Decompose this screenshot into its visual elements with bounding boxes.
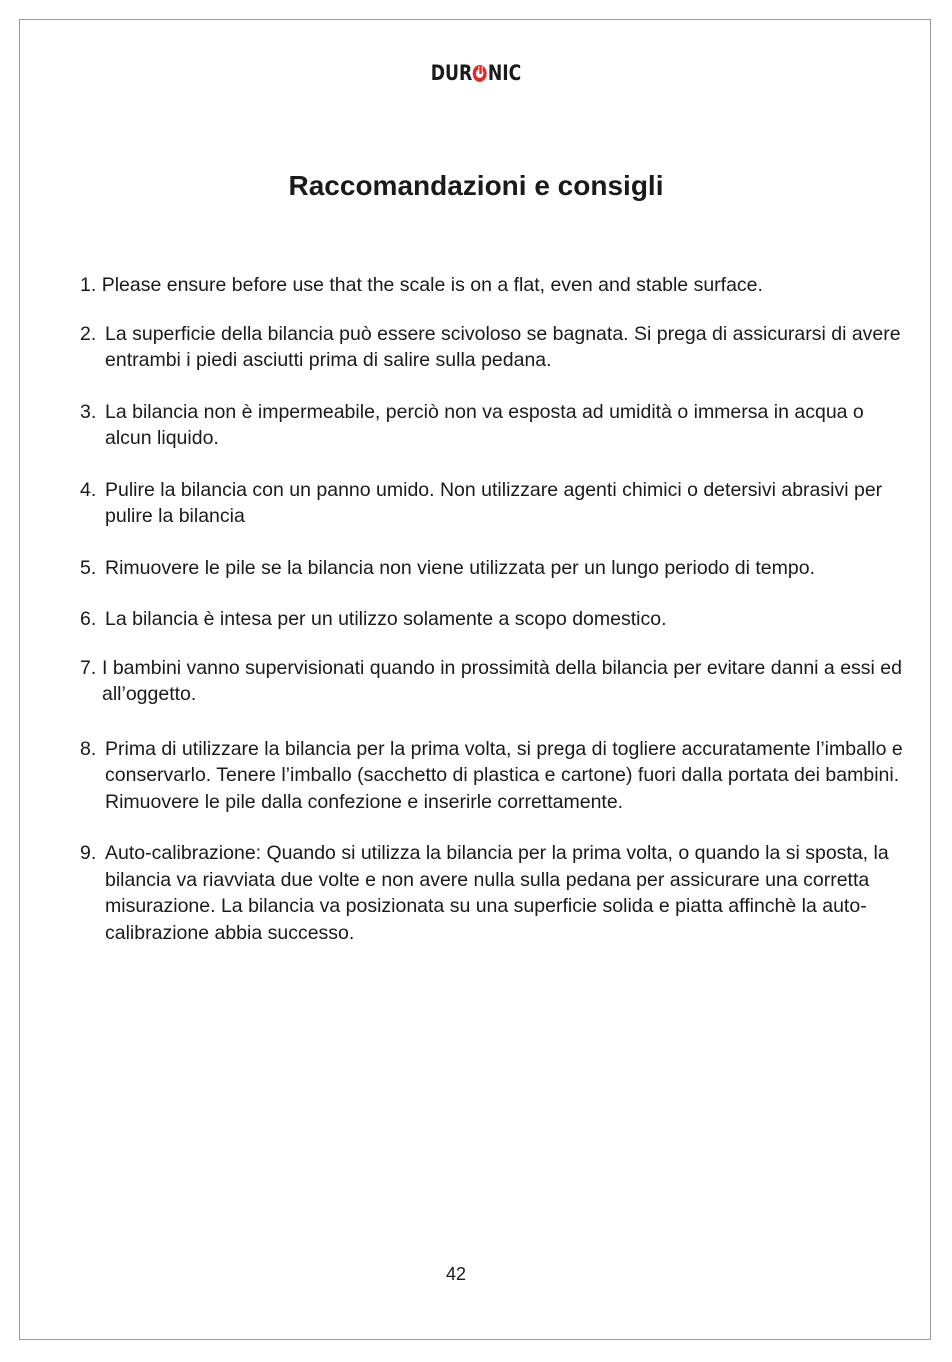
list-item — [80, 555, 910, 582]
item-number: 2. — [80, 322, 97, 345]
item-text: La bilancia è intesa per un utilizzo solamente a scopo domestico. — [105, 608, 667, 630]
list-item — [80, 321, 910, 374]
logo-text-start: DUR — [430, 61, 473, 85]
page-number: 42 — [445, 1264, 467, 1284]
item-number: 9. — [80, 842, 97, 864]
list-item — [80, 736, 910, 816]
item-text: I bambini vanno supervisionati quando in prossimità della bilancia per evitare danni a essi ed all’oggetto. — [102, 656, 902, 705]
item-text: Prima di utilizzare la bilancia per la prima volta, si prega di togliere accuratamente l’imballo e conservarlo. Tenere l’imballo (sacchetto di plastica e cartone) fuori dalla portata dei bambini. Rimuovere le pile dalla confezione e inserirle correttamente. — [105, 737, 903, 813]
list-item — [80, 399, 910, 452]
page-title: Raccomandazioni e consigli — [288, 169, 664, 201]
list-item — [80, 272, 910, 299]
item-number: 5. — [80, 556, 97, 579]
item-number: 7. — [80, 656, 97, 679]
item-number: 4. — [80, 478, 97, 501]
power-ring-icon — [473, 65, 487, 82]
list-item — [80, 606, 910, 633]
item-number: 8. — [80, 737, 97, 760]
recommendations-list — [80, 272, 910, 946]
item-text: La bilancia non è impermeabile, perciò non va esposta ad umidità o immersa in acqua o alcun liquido. — [105, 400, 864, 449]
list-item — [80, 655, 910, 708]
list-item — [80, 477, 910, 530]
list-item — [80, 840, 910, 946]
item-number: 1. — [80, 274, 97, 296]
item-text: Rimuovere le pile se la bilancia non viene utilizzata per un lungo periodo di tempo. — [105, 556, 816, 579]
item-text: Pulire la bilancia con un panno umido. Non utilizzare agenti chimici o detersivi abrasivi per pulire la bilancia — [105, 478, 883, 527]
item-text: Auto-calibrazione: Quando si utilizza la bilancia per la prima volta, o quando la si sposta, la bilancia va riavviata due volte e non avere nulla sulla pedana per assicurare una corretta misurazione. La bilancia va posizionata su una superficie solida e piatta affinchè la auto-calibrazione abbia successo. — [105, 842, 889, 944]
brand-logo — [86, 60, 867, 86]
item-number: 3. — [80, 400, 97, 423]
item-number: 6. — [80, 608, 97, 630]
logo-text-end: NIC — [487, 61, 522, 85]
item-text: Please ensure before use that the scale is on a flat, even and stable surface. — [101, 274, 763, 296]
item-text: La superficie della bilancia può essere scivoloso se bagnata. Si prega di assicurarsi di avere entrambi i piedi asciutti prima di salire sulla pedana. — [105, 322, 901, 371]
